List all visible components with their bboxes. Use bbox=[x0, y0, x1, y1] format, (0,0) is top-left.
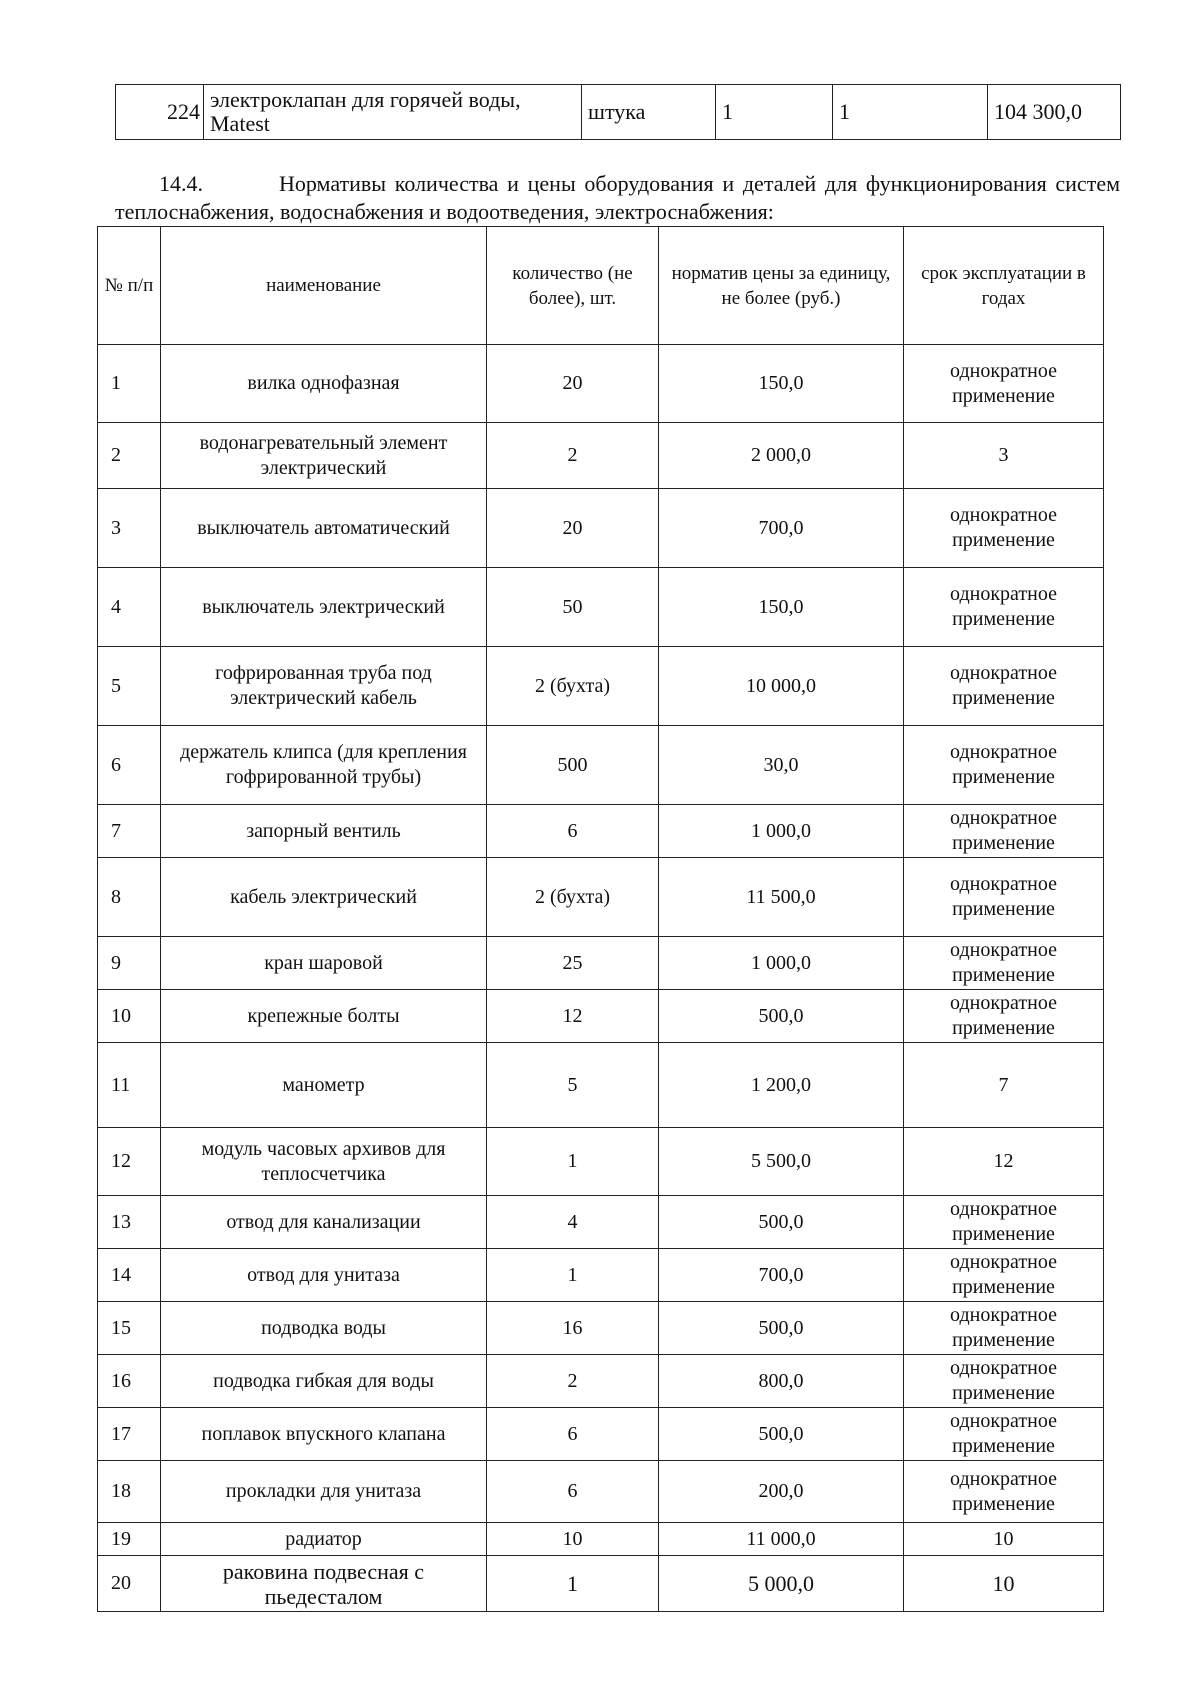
item-quantity: 6 bbox=[487, 1408, 659, 1461]
item-quantity: 6 bbox=[487, 1461, 659, 1523]
item-quantity: 4 bbox=[487, 1196, 659, 1249]
item-name: подводка гибкая для воды bbox=[161, 1355, 487, 1408]
item-name: вилка однофазная bbox=[161, 345, 487, 423]
row-number: 10 bbox=[98, 990, 161, 1043]
row-number: 1 bbox=[98, 345, 161, 423]
item-quantity: 12 bbox=[487, 990, 659, 1043]
item-price: 150,0 bbox=[659, 568, 904, 647]
item-name: крепежные болты bbox=[161, 990, 487, 1043]
item-name: модуль часовых архивов для теплосчетчика bbox=[161, 1128, 487, 1196]
item-name: гофрированная труба под электрический кабель bbox=[161, 647, 487, 726]
item-price: 150,0 bbox=[659, 345, 904, 423]
item-name: отвод для унитаза bbox=[161, 1249, 487, 1302]
item-term: 7 bbox=[904, 1043, 1104, 1128]
item-quantity: 500 bbox=[487, 726, 659, 805]
item-quantity: 10 bbox=[487, 1523, 659, 1556]
item-term: однократное применение bbox=[904, 1355, 1104, 1408]
item-term: 10 bbox=[904, 1556, 1104, 1612]
section-heading bbox=[115, 170, 1120, 226]
row-number: 9 bbox=[98, 937, 161, 990]
item-quantity: 1 bbox=[487, 1249, 659, 1302]
table-row bbox=[98, 647, 1104, 726]
row-number: 17 bbox=[98, 1408, 161, 1461]
item-price: 200,0 bbox=[659, 1461, 904, 1523]
item-price: 11 000,0 bbox=[659, 1523, 904, 1556]
item-price: 30,0 bbox=[659, 726, 904, 805]
row-number: 6 bbox=[98, 726, 161, 805]
item-price: 500,0 bbox=[659, 1196, 904, 1249]
item-quantity: 2 (бухта) bbox=[487, 647, 659, 726]
item-term: однократное применение bbox=[904, 858, 1104, 937]
table-row bbox=[98, 858, 1104, 937]
item-quantity: 1 bbox=[716, 85, 833, 140]
table-row bbox=[98, 1128, 1104, 1196]
row-number: 3 bbox=[98, 489, 161, 568]
row-number: 4 bbox=[98, 568, 161, 647]
item-quantity: 1 bbox=[487, 1128, 659, 1196]
row-number: 18 bbox=[98, 1461, 161, 1523]
table-row bbox=[98, 1523, 1104, 1556]
section-number: 14.4. bbox=[159, 171, 203, 196]
row-number: 15 bbox=[98, 1302, 161, 1355]
item-name: радиатор bbox=[161, 1523, 487, 1556]
item-price: 500,0 bbox=[659, 1302, 904, 1355]
item-term: однократное применение bbox=[904, 990, 1104, 1043]
table-row bbox=[98, 805, 1104, 858]
equipment-norms-table bbox=[97, 226, 1104, 1612]
item-name: выключатель электрический bbox=[161, 568, 487, 647]
item-price: 104 300,0 bbox=[988, 85, 1121, 140]
item-name: подводка воды bbox=[161, 1302, 487, 1355]
table-row bbox=[98, 990, 1104, 1043]
table-row bbox=[98, 345, 1104, 423]
item-term: однократное применение bbox=[904, 647, 1104, 726]
item-term: однократное применение bbox=[904, 1249, 1104, 1302]
item-term: однократное применение bbox=[904, 489, 1104, 568]
item-term: однократное применение bbox=[904, 937, 1104, 990]
item-quantity: 2 bbox=[487, 423, 659, 489]
item-term: 10 bbox=[904, 1523, 1104, 1556]
row-number: 16 bbox=[98, 1355, 161, 1408]
header-quantity: количество (не более), шт. bbox=[487, 227, 659, 345]
header-price: норматив цены за единицу, не более (руб.) bbox=[659, 227, 904, 345]
item-term: однократное применение bbox=[904, 805, 1104, 858]
table-row bbox=[98, 1461, 1104, 1523]
item-name: манометр bbox=[161, 1043, 487, 1128]
row-number: 20 bbox=[98, 1556, 161, 1612]
item-price: 5 000,0 bbox=[659, 1556, 904, 1612]
row-number: 14 bbox=[98, 1249, 161, 1302]
item-name: прокладки для унитаза bbox=[161, 1461, 487, 1523]
item-quantity: 6 bbox=[487, 805, 659, 858]
row-number: 12 bbox=[98, 1128, 161, 1196]
item-quantity: 2 bbox=[487, 1355, 659, 1408]
row-number: 11 bbox=[98, 1043, 161, 1128]
row-number: 7 bbox=[98, 805, 161, 858]
item-name: электроклапан для горячей воды, Matest bbox=[204, 85, 582, 140]
row-number: 5 bbox=[98, 647, 161, 726]
item-quantity: 16 bbox=[487, 1302, 659, 1355]
item-price: 700,0 bbox=[659, 1249, 904, 1302]
row-number: 19 bbox=[98, 1523, 161, 1556]
table-row bbox=[98, 1302, 1104, 1355]
item-quantity: 20 bbox=[487, 489, 659, 568]
item-name: кабель электрический bbox=[161, 858, 487, 937]
item-term: однократное применение bbox=[904, 1196, 1104, 1249]
item-term: однократное применение bbox=[904, 1461, 1104, 1523]
item-quantity: 50 bbox=[487, 568, 659, 647]
item-term: 12 bbox=[904, 1128, 1104, 1196]
table-row bbox=[98, 568, 1104, 647]
table-row bbox=[98, 1043, 1104, 1128]
item-price: 700,0 bbox=[659, 489, 904, 568]
table-row bbox=[98, 937, 1104, 990]
item-quantity: 25 bbox=[487, 937, 659, 990]
item-term: однократное применение bbox=[904, 1408, 1104, 1461]
section-text: Нормативы количества и цены оборудования и деталей для функционирования систем теплоснабжения, водоснабжения и водоотведения, электроснабжения: bbox=[115, 171, 1120, 224]
item-name: раковина подвесная с пьедесталом bbox=[161, 1556, 487, 1612]
item-price: 11 500,0 bbox=[659, 858, 904, 937]
table-row bbox=[98, 1249, 1104, 1302]
row-number: 2 bbox=[98, 423, 161, 489]
item-term: однократное применение bbox=[904, 345, 1104, 423]
item-quantity: 2 (бухта) bbox=[487, 858, 659, 937]
item-price: 1 000,0 bbox=[659, 937, 904, 990]
table-row bbox=[116, 85, 1121, 140]
item-term: однократное применение bbox=[904, 726, 1104, 805]
table-row bbox=[98, 423, 1104, 489]
item-term: 3 bbox=[904, 423, 1104, 489]
item-name: отвод для канализации bbox=[161, 1196, 487, 1249]
row-number: 13 bbox=[98, 1196, 161, 1249]
table-row bbox=[98, 1355, 1104, 1408]
item-price: 800,0 bbox=[659, 1355, 904, 1408]
item-quantity: 5 bbox=[487, 1043, 659, 1128]
item-price: 1 000,0 bbox=[659, 805, 904, 858]
table-row bbox=[98, 1196, 1104, 1249]
item-price: 500,0 bbox=[659, 990, 904, 1043]
item-term: однократное применение bbox=[904, 1302, 1104, 1355]
header-number: № п/п bbox=[98, 227, 161, 345]
item-name: держатель клипса (для крепления гофрированной трубы) bbox=[161, 726, 487, 805]
item-name: водонагревательный элемент электрический bbox=[161, 423, 487, 489]
item-price: 1 200,0 bbox=[659, 1043, 904, 1128]
item-quantity-2: 1 bbox=[833, 85, 988, 140]
item-price: 5 500,0 bbox=[659, 1128, 904, 1196]
table-row bbox=[98, 1556, 1104, 1612]
table-row bbox=[98, 1408, 1104, 1461]
item-price: 10 000,0 bbox=[659, 647, 904, 726]
table-row bbox=[98, 726, 1104, 805]
table-row bbox=[98, 489, 1104, 568]
item-price: 500,0 bbox=[659, 1408, 904, 1461]
row-number: 8 bbox=[98, 858, 161, 937]
item-price: 2 000,0 bbox=[659, 423, 904, 489]
header-name: наименование bbox=[161, 227, 487, 345]
item-quantity: 1 bbox=[487, 1556, 659, 1612]
table-header-row bbox=[98, 227, 1104, 345]
item-name: выключатель автоматический bbox=[161, 489, 487, 568]
row-number: 224 bbox=[116, 85, 204, 140]
item-name: кран шаровой bbox=[161, 937, 487, 990]
item-unit: штука bbox=[582, 85, 716, 140]
item-name: поплавок впускного клапана bbox=[161, 1408, 487, 1461]
item-term: однократное применение bbox=[904, 568, 1104, 647]
header-term: срок эксплуатации в годах bbox=[904, 227, 1104, 345]
item-quantity: 20 bbox=[487, 345, 659, 423]
previous-table-tail bbox=[115, 84, 1121, 140]
item-name: запорный вентиль bbox=[161, 805, 487, 858]
